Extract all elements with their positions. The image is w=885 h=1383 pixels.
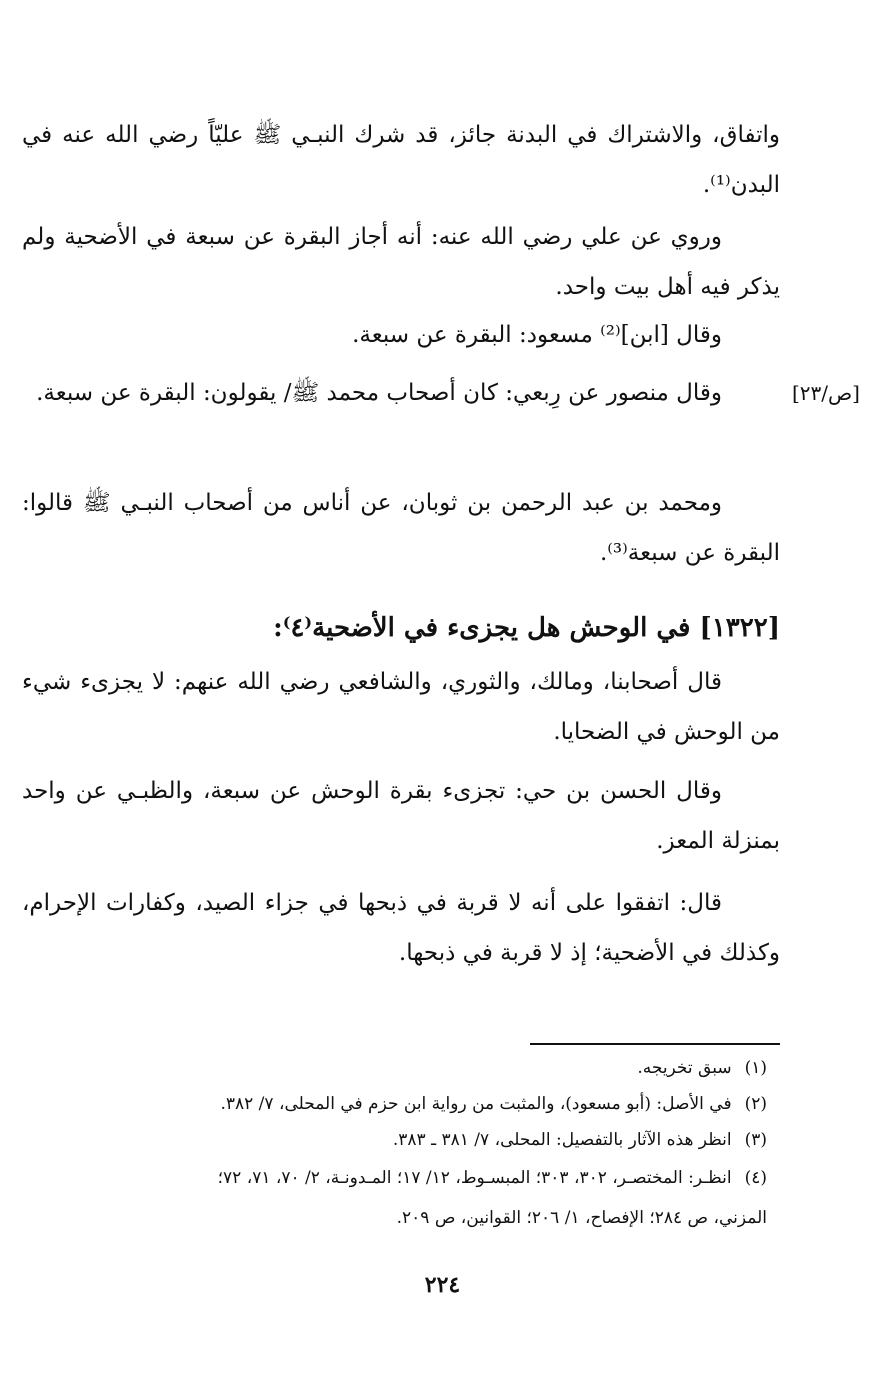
paragraph: واتفاق، والاشتراك في البدنة جائز، قد شرك النبـي ﷺ عليّاً رضي الله عنه في البدن⁽¹⁾. <box>22 122 780 198</box>
footnote <box>22 1088 767 1121</box>
footnote <box>22 1052 767 1085</box>
footnote-continuation: المزني، ص ٢٨٤؛ الإفصاح، ١/ ٢٠٦؛ القوانين، ص ٢٠٩. <box>396 1208 767 1228</box>
footnote-number: (٢) <box>744 1094 767 1114</box>
paragraph: وروي عن علي رضي الله عنه: أنه أجاز البقرة عن سبعة في الأضحية ولم يذكر فيه أهل بيت واحد. <box>22 224 780 300</box>
paragraph: وقال الحسن بن حي: تجزىء بقرة الوحش عن سبعة، والظبـي عن واحد بمنزلة المعز. <box>22 778 780 854</box>
footnote <box>22 1162 767 1195</box>
footnote-text: سبق تخريجه. <box>637 1058 732 1078</box>
margin-page-reference: [ص/٢٣] <box>791 381 860 405</box>
footnote-number: (٤) <box>744 1168 767 1188</box>
paragraph: قال أصحابنا، ومالك، والثوري، والشافعي رضي الله عنهم: لا يجزىء شيء من الوحش في الضحايا. <box>22 669 780 745</box>
footnote-number: (٣) <box>744 1130 767 1150</box>
paragraph: ومحمد بن عبد الرحمن بن ثوبان، عن أناس من أصحاب النبـي ﷺ قالوا: البقرة عن سبعة⁽³⁾. <box>22 490 780 566</box>
footnote-text: في الأصل: (أبو مسعود)، والمثبت من رواية ابن حزم في المحلى، ٧/ ٣٨٢. <box>220 1094 732 1114</box>
paragraph: قال: اتفقوا على أنه لا قربة في ذبحها في جزاء الصيد، وكفارات الإحرام، وكذلك في الأضحية؛ إذ لا قربة في ذبحها. <box>22 890 780 966</box>
footnote-text: انظر هذه الآثار بالتفصيل: المحلى، ٧/ ٣٨١ ـ ٣٨٣. <box>392 1130 732 1150</box>
footnote <box>22 1124 767 1157</box>
footnote-number: (١) <box>744 1058 767 1078</box>
footnote-separator <box>530 1043 780 1045</box>
paragraph: وقال منصور عن رِبعي: كان أصحاب محمد ﷺ/ يقولون: البقرة عن سبعة. <box>36 380 722 406</box>
footnote-text: انظـر: المختصـر، ٣٠٢، ٣٠٣؛ المبسـوط، ١٢/ ١٧؛ المـدونـة، ٢/ ٧٠، ٧١، ٧٢؛ <box>217 1168 732 1188</box>
section-heading: [١٣٢٢] في الوحش هل يجزىء في الأضحية⁽٤⁾: <box>273 613 780 643</box>
paragraph: وقال [ابن]⁽²⁾ مسعود: البقرة عن سبعة. <box>352 322 722 348</box>
page-number: ٢٢٤ <box>424 1272 461 1298</box>
